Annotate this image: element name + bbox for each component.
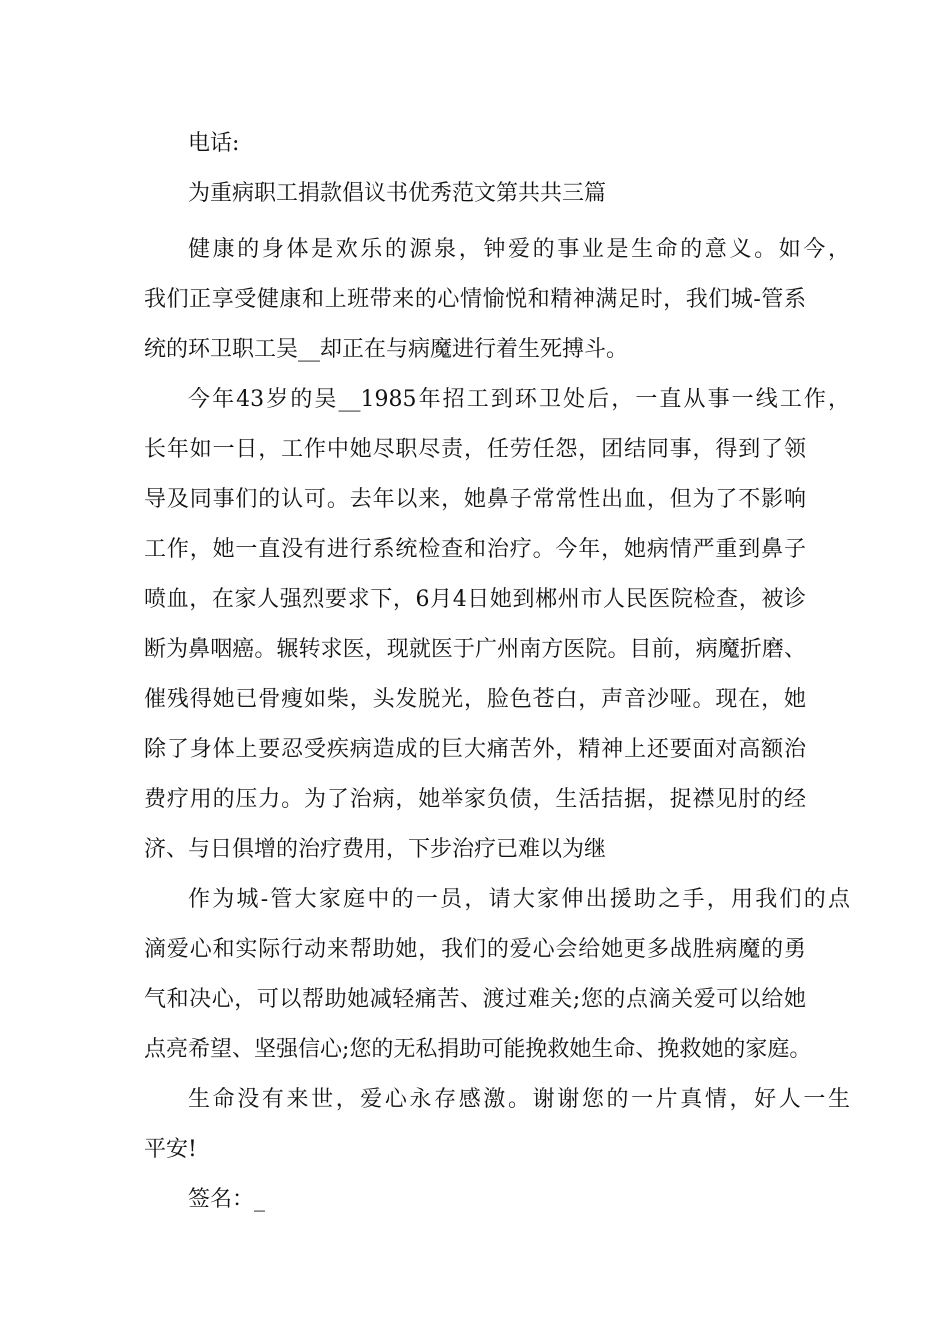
paragraph-line: 断为鼻咽癌。辗转求医，现就医于广州南方医院。目前，病魔折磨、: [144, 637, 806, 662]
paragraph-line: 健康的身体是欢乐的源泉，钟爱的事业是生命的意义。如今，: [188, 237, 850, 262]
paragraph-line: 我们正享受健康和上班带来的心情愉悦和精神满足时，我们城-管系: [144, 287, 806, 312]
paragraph-line: 滴爱心和实际行动来帮助她，我们的爱心会给她更多战胜病魔的勇: [144, 937, 806, 962]
paragraph-line: 点亮希望、坚强信心;您的无私捐助可能挽救她生命、挽救她的家庭。: [144, 1037, 812, 1062]
paragraph-line: 费疗用的压力。为了治病，她举家负债，生活拮据，捉襟见肘的经: [144, 787, 806, 812]
paragraph-line: 喷血，在家人强烈要求下，6月4日她到郴州市人民医院检查，被诊: [144, 587, 806, 612]
paragraph-line: 作为城-管大家庭中的一员，请大家伸出援助之手，用我们的点: [188, 887, 850, 912]
paragraph-line: 今年43岁的吴__1985年招工到环卫处后，一直从事一线工作，: [188, 387, 850, 412]
paragraph-line: 导及同事们的认可。去年以来，她鼻子常常性出血，但为了不影响: [144, 487, 806, 512]
paragraph-line: 催残得她已骨瘦如柴，头发脱光，脸色苍白，声音沙哑。现在，她: [144, 687, 806, 712]
paragraph-line: 平安!: [144, 1137, 197, 1162]
paragraph-line: 除了身体上要忍受疾病造成的巨大痛苦外，精神上还要面对高额治: [144, 737, 806, 762]
phone-line: 电话:: [188, 131, 240, 156]
paragraph-line: 工作，她一直没有进行系统检查和治疗。今年，她病情严重到鼻子: [144, 537, 806, 562]
paragraph-line: 统的环卫职工吴__却正在与病魔进行着生死搏斗。: [144, 337, 629, 362]
paragraph-line: 长年如一日，工作中她尽职尽责，任劳任怨，团结同事，得到了领: [144, 437, 806, 462]
paragraph-line: 气和决心，可以帮助她减轻痛苦、渡过难关;您的点滴关爱可以给她: [144, 987, 806, 1012]
signature-line: 签名：_: [188, 1187, 266, 1212]
paragraph-line: 济、与日俱增的治疗费用，下步治疗已难以为继: [144, 837, 607, 862]
document-title: 为重病职工捐款倡议书优秀范文第共共三篇: [188, 181, 607, 206]
paragraph-line: 生命没有来世，爱心永存感激。谢谢您的一片真情，好人一生: [188, 1087, 850, 1112]
